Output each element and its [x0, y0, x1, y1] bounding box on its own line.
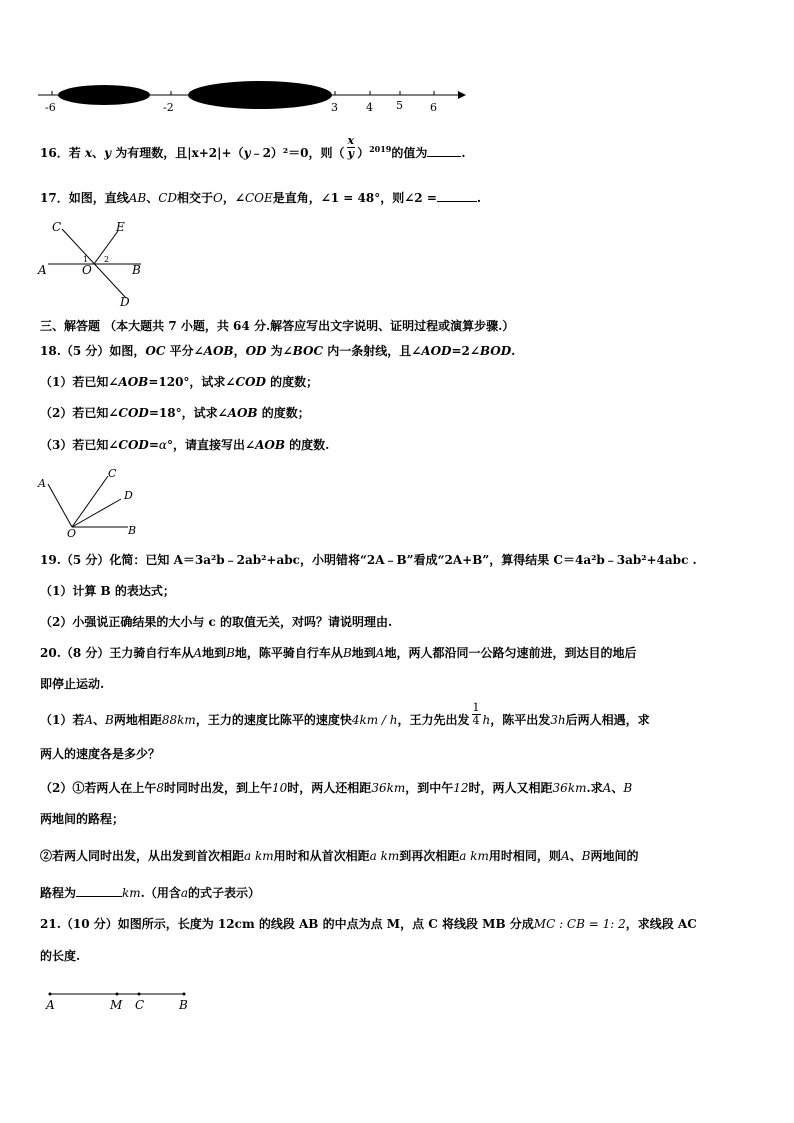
label-a: A: [46, 998, 55, 1012]
question-21: 21.（10 分）如图所示，长度为 12cm 的线段 AB 的中点为点 M，点 C 将线段 MB 分成MC : CB = 1: 2，求线段 AC: [40, 917, 697, 931]
question-16: 16．若 x、y 为有理数，且|x+2|+（y﹣2）²＝0，则（ $\frac{x}{y}$ ）$^{2019}$的值为 .: [40, 134, 466, 160]
question-21-line-2: 的长度.: [40, 949, 81, 963]
tick-label: -6: [45, 101, 56, 114]
question-18-part-3: （3）若已知∠COD=α°，请直接写出∠AOB 的度数.: [40, 438, 330, 452]
label-b: B: [132, 263, 141, 277]
label-e: E: [116, 220, 125, 234]
question-20: 20.（8 分）王力骑自行车从A地到B地，陈平骑自行车从B地到A地，两人都沿同一公路匀速前进，到达目的地后: [40, 646, 637, 660]
answer-blank: [437, 189, 477, 202]
label-o: O: [82, 263, 92, 277]
section-3-heading: 三、解答题 （本大题共 7 小题，共 64 分.解答应写出文字说明、证明过程或演算步骤.）: [40, 319, 515, 333]
tick-label: 5: [396, 99, 403, 112]
blot-left: [58, 85, 150, 105]
question-20-line-2: 即停止运动.: [40, 677, 105, 691]
question-20-part-2-line-2: 两地间的路程；: [40, 812, 125, 826]
blot-right: [188, 81, 332, 109]
label-b: B: [128, 524, 137, 537]
question-20-part-2: （2）①若两人在上午8时同时出发，到上午10时，两人还相距36km，到中午12时，两人又相距36km.求A、B: [40, 781, 633, 795]
fraction-x-over-y: $\frac{x}{y}$: [347, 134, 355, 160]
answer-blank: [76, 884, 122, 897]
ray-oa: [48, 484, 72, 527]
question-18-part-2: （2）若已知∠COD=18°，试求∠AOB 的度数；: [40, 406, 310, 420]
label-a: A: [38, 477, 46, 490]
label-a: A: [38, 263, 47, 277]
question-18-part-1: （1）若已知∠AOB=120°，试求∠COD 的度数；: [40, 375, 319, 389]
question-19: 19.（5 分）化简：已知 A＝3a²b﹣2ab²+abc，小明错将“2A﹣B”看成“2A+B”，算得结果 C＝4a²b﹣3ab²+4abc .: [40, 553, 697, 567]
label-d: D: [124, 489, 133, 502]
question-20-part-1-line-2: 两人的速度各是多少？: [40, 747, 161, 761]
tick-label: -2: [163, 101, 174, 114]
tick-label: 6: [430, 101, 437, 114]
angle-1-label: 1: [83, 255, 89, 264]
label-b: B: [179, 998, 188, 1012]
figure-18: [36, 466, 146, 538]
question-19-part-1: （1）计算 B 的表达式；: [40, 584, 175, 598]
number-line-figure: [30, 80, 475, 116]
angle-2-label: 2: [104, 255, 110, 264]
ray-oc: [72, 476, 108, 527]
fraction-one-quarter: $\frac{1}{4}$: [472, 701, 480, 727]
figure-17: [36, 216, 148, 308]
figure-21: [40, 985, 200, 1015]
label-c: C: [108, 467, 117, 480]
question-20-part-3-line-2: 路程为 km.（用含a的式子表示）: [40, 886, 261, 900]
tick-label: 4: [366, 101, 373, 114]
ray-od: [72, 499, 121, 527]
label-m: M: [110, 998, 123, 1012]
label-o: O: [67, 527, 77, 538]
label-c: C: [135, 998, 145, 1012]
answer-blank: [427, 144, 461, 157]
question-20-part-1: （1）若A、B两地相距88km，王力的速度比陈平的速度快4km / h，王力先出发 $\frac{1}{4}$ h，陈平出发3h后两人相遇，求: [40, 701, 650, 727]
question-18: 18.（5 分）如图，OC 平分∠AOB，OD 为∠BOC 内一条射线，且∠AOD=2∠BOD.: [40, 344, 516, 358]
number-line-arrow: [458, 91, 466, 99]
question-20-part-3: ②若两人同时出发，从出发到首次相距a km用时和从首次相距a km到再次相距a km用时相同，则A、B两地间的: [40, 849, 639, 863]
tick-label: 3: [331, 101, 338, 114]
question-17: 17．如图，直线AB、CD相交于O，∠COE是直角，∠1 = 48°，则∠2 = .: [40, 191, 482, 205]
question-19-part-2: （2）小强说正确结果的大小与 c 的取值无关，对吗？请说明理由.: [40, 615, 393, 629]
label-c: C: [52, 220, 62, 234]
label-d: D: [120, 295, 130, 308]
